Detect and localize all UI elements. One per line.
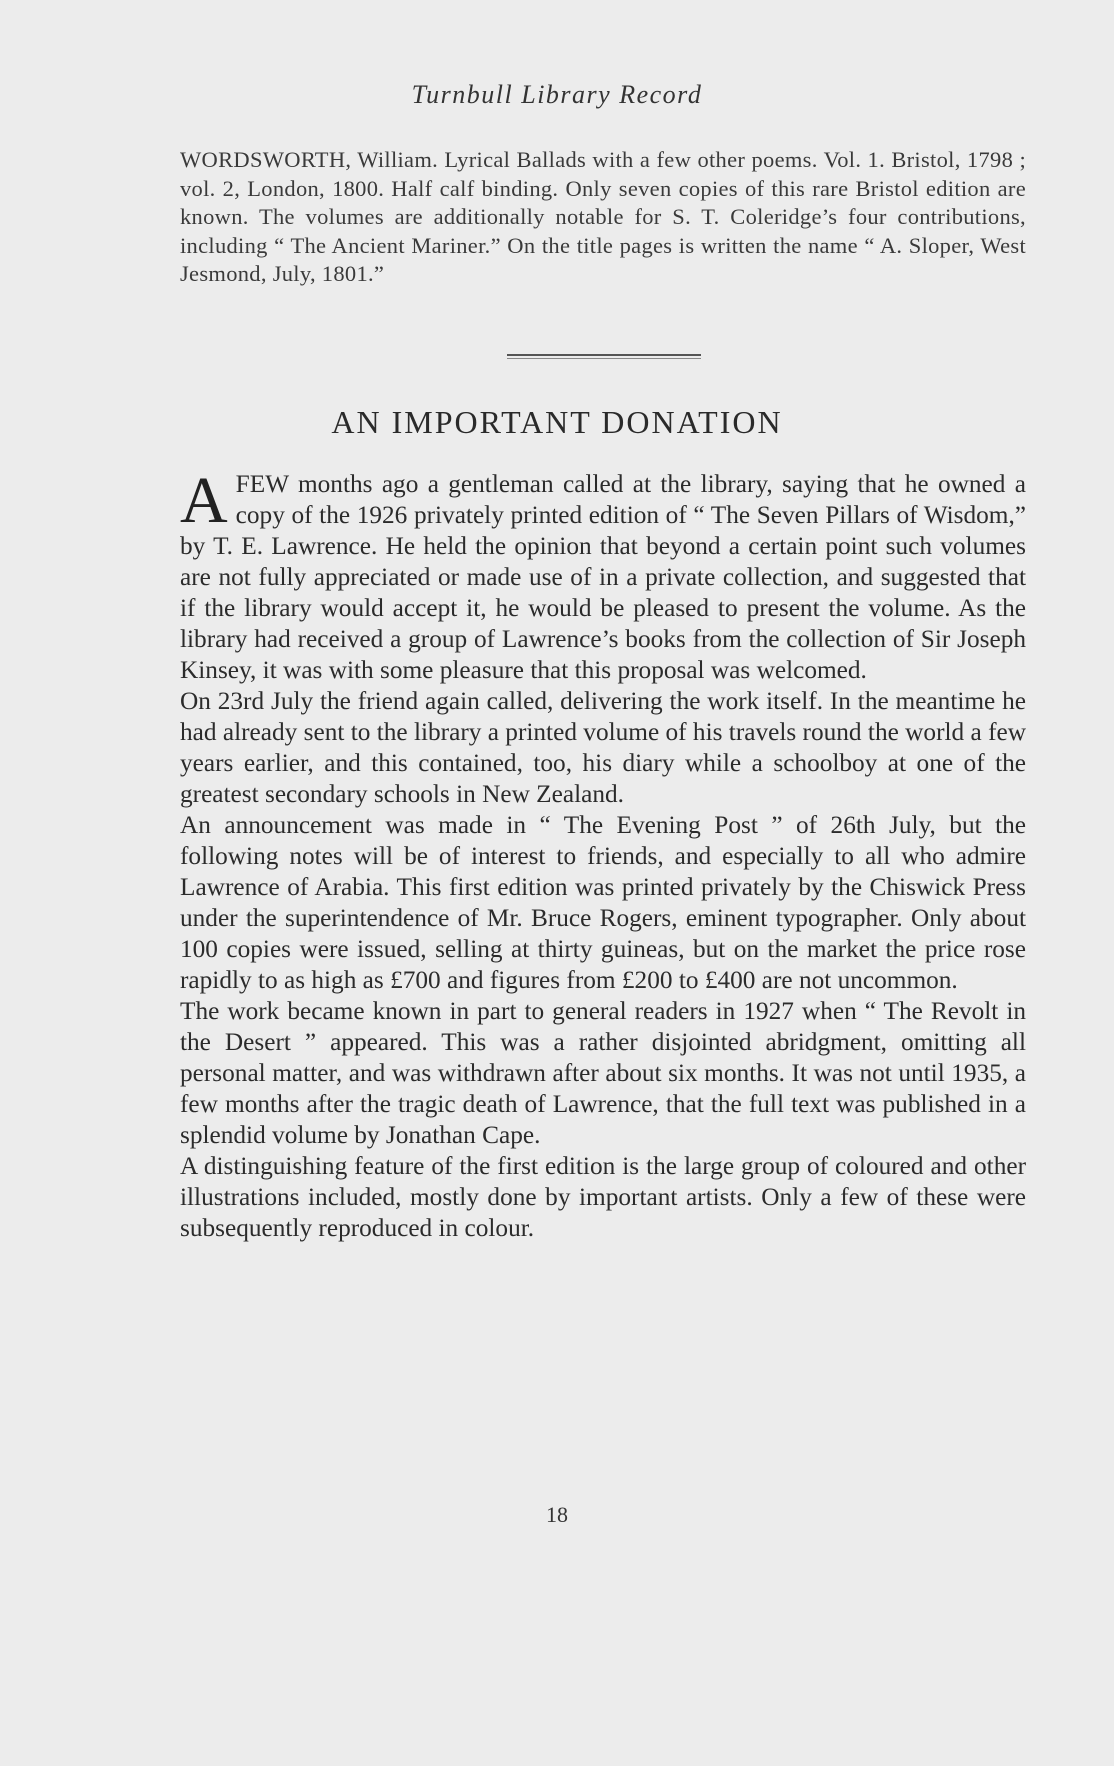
drop-cap: A xyxy=(180,464,228,537)
paragraph-1 xyxy=(180,464,1026,686)
paragraph-5: A distinguishing feature of the first edition is the large group of coloured and other illustrations included, mostly done by important artists. Only a few of these were subsequently reproduced in colour. xyxy=(180,1152,1026,1242)
paragraph-2: On 23rd July the friend again called, delivering the work itself. In the meantime he had already sent to the library a printed volume of his travels round the world a few years earlier, and this contained, too, his diary while a schoolboy at one of the greatest secondary schools in New Zealand. xyxy=(180,687,1026,808)
paragraph-1-text: FEW months ago a gentleman called at the library, saying that he owned a copy of the 1926 privately printed edition of “ The Seven Pillars of Wisdom,” by T. E. Lawrence. He held the opinion that beyond a certain point such volumes are not fully appreciated or made use of in a private collection, and suggested that if the library would accept it, he would be pleased to present the volume. As the library had received a group of Lawrence’s books from the collection of Sir Joseph Kinsey, it was with some pleasure that this proposal was welcomed. xyxy=(180,470,1026,684)
paragraph-4: The work became known in part to general readers in 1927 when “ The Revolt in the Desert ” appeared. This was a rather disjointed abridgment, omitting all personal matter, and was withdrawn after about six months. It was not until 1935, a few months after the tragic death of Lawrence, that the full text was published in a splendid volume by Jonathan Cape. xyxy=(180,997,1026,1149)
section-title: AN IMPORTANT DONATION xyxy=(331,404,783,440)
paragraph-3: An announcement was made in “ The Evening Post ” of 26th July, but the following notes will be of interest to friends, and especially to all who admire Lawrence of Arabia. This first edition was printed privately by the Chiswick Press under the superintendence of Mr. Bruce Rogers, eminent typographer. Only about 100 copies were issued, selling at thirty guineas, but on the market the price rose rapidly to as high as £700 and figures from £200 to £400 are not uncommon. xyxy=(180,811,1026,994)
page-number: 18 xyxy=(546,1502,568,1527)
catalogue-entry: WORDSWORTH, William. Lyrical Ballads with a few other poems. Vol. 1. Bristol, 1798 ; vol. 2, London, 1800. Half calf binding. Only seven copies of this rare Bristol edition are known. The volumes are additionally notable for S. T. Coleridge’s four contributions, including “ The Ancient Mariner.” On the title pages is written the name “ A. Sloper, West Jesmond, July, 1801.” xyxy=(180,147,1026,286)
running-head: Turnbull Library Record xyxy=(411,80,703,109)
section-divider xyxy=(507,354,701,356)
article-body xyxy=(180,464,1026,1244)
